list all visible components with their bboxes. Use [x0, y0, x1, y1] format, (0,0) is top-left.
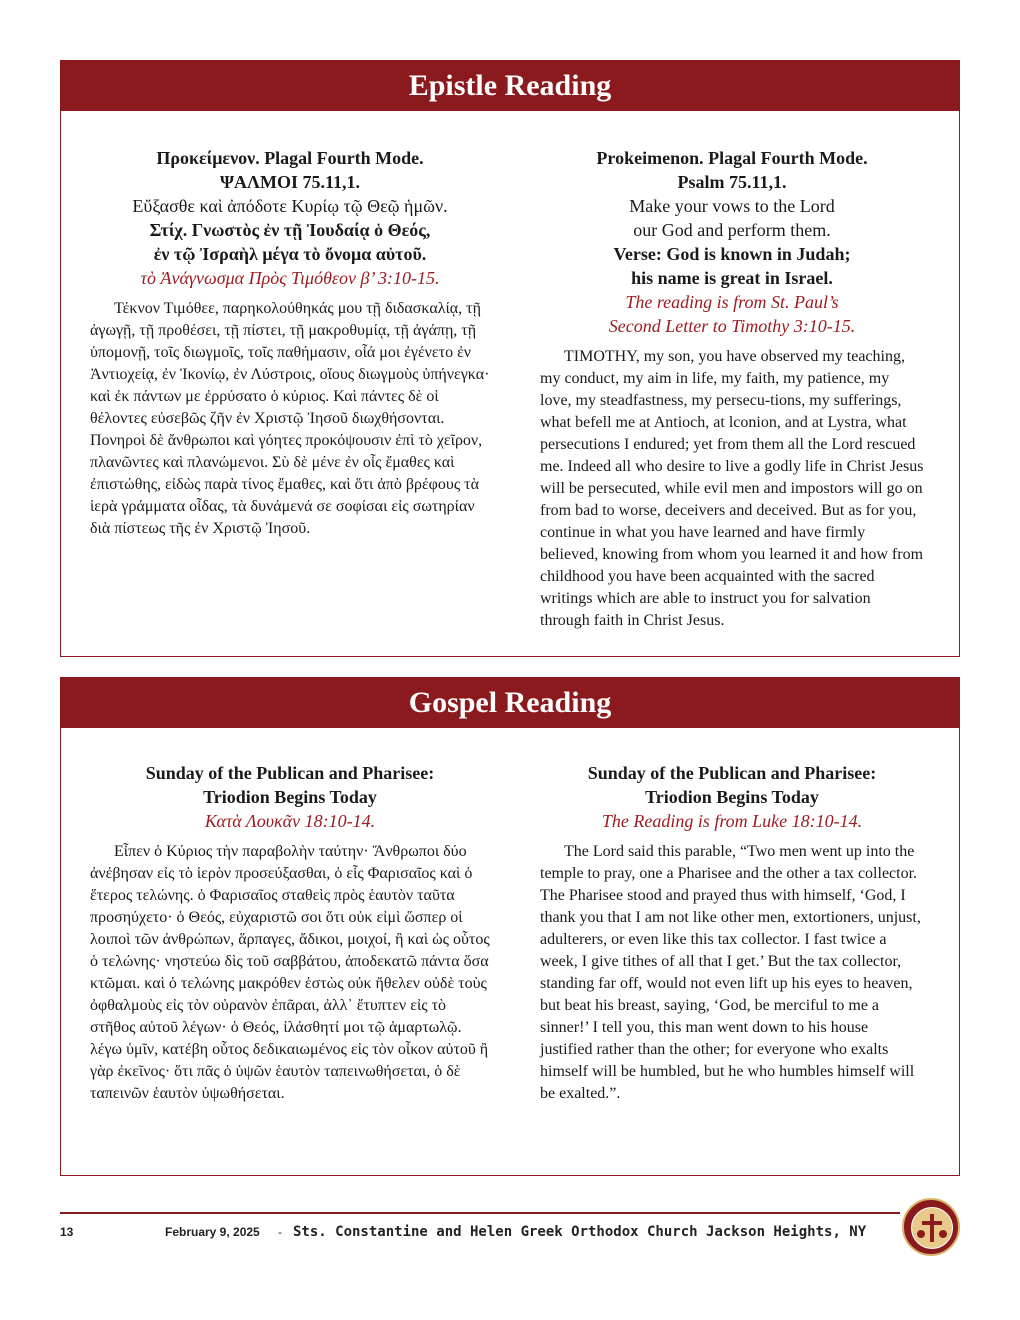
greek-prokeimenon-label: Προκείμενον. Plagal Fourth Mode. [156, 148, 424, 168]
english-epistle-reference-1: The reading is from St. Paul’s [625, 292, 839, 312]
gospel-title: Gospel Reading [61, 678, 959, 728]
greek-psalm-label: ΨΑΛΜΟΙ 75.11,1. [220, 172, 360, 192]
gospel-english-column [540, 761, 924, 1105]
greek-triodion-title: Triodion Begins Today [203, 787, 377, 807]
gospel-greek-heading [90, 761, 490, 833]
page-footer [60, 1222, 900, 1242]
english-epistle-reference-2: Second Letter to Timothy 3:10-15. [608, 316, 856, 336]
epistle-title: Epistle Reading [61, 61, 959, 111]
bulletin-date: February 9, 2025 [165, 1225, 260, 1239]
epistle-greek-heading [90, 146, 490, 290]
greek-verse-line2: ἐν τῷ Ἰσραὴλ μέγα τὸ ὄνομα αὐτοῦ. [153, 244, 427, 264]
english-verse-line1: Verse: God is known in Judah; [613, 244, 851, 264]
english-gospel-body: The Lord said this parable, “Two men went up into the temple to pray, one a Pharisee and the other a tax collector. The Pharisee stood and prayed thus with himself, ‘God, I thank you that I am not like other men, extortioners, unjust, adulterers, or even like this tax collector. I fast twice a week, I give tithes of all that I get.’ But the tax collector, standing far off, would not even lift up his eyes to heaven, but beat his breast, saying, ‘God, be merciful to me a sinner!’ I tell you, this man went down to his house justified rather than the other; for everyone who exalts himself will be humbled, but he who humbles himself will be exalted.”. [540, 843, 921, 1102]
footer-divider [60, 1212, 900, 1214]
english-prokeimenon-text-1: Make your vows to the Lord [629, 196, 835, 216]
footer-separator: - [278, 1225, 282, 1239]
page-number: 13 [60, 1225, 74, 1239]
english-prokeimenon-label: Prokeimenon. Plagal Fourth Mode. [596, 148, 868, 168]
greek-epistle-body: Τέκνον Τιμόθεε, παρηκολούθηκάς μου τῇ διδασκαλίᾳ, τῇ ἀγωγῇ, τῇ προθέσει, τῇ πίστει, τῇ μακροθυμίᾳ, τῇ ἀγάπῃ, τῇ ὑπομονῇ, τοῖς διωγμοῖς, τοῖς παθήμασιν, οἷά μοι ἐγένετο ἐν Ἀντιοχείᾳ, ἐν Ἰκονίῳ, ἐν Λύστροις, οἵους διωγμοὺς ὑπήνεγκα· καὶ ἐκ πάντων με ἐρρύσατο ὁ κύριος. Καὶ πάντες δὲ οἱ θέλοντες εὐσεβῶς ζῆν ἐν Χριστῷ Ἰησοῦ διωχθήσονται. Πονηροὶ δὲ ἄνθρωποι καὶ γόητες προκόψουσιν ἐπὶ τὸ χεῖρον, πλανῶντες καὶ πλανώμενοι. Σὺ δὲ μένε ἐν οἷς ἔμαθες καὶ ἐπιστώθης, εἰδὼς παρὰ τίνος ἔμαθες, καὶ ὅτι ἀπὸ βρέφους τὰ ἱερὰ γράμματα οἶδας, τὰ δυνάμενά σε σοφίσαι εἰς σωτηρίαν διὰ πίστεως τῆς ἐν Χριστῷ Ἰησοῦ. [90, 300, 490, 537]
english-verse-line2: his name is great in Israel. [631, 268, 833, 288]
epistle-greek-column [90, 146, 490, 540]
english-prokeimenon-text-2: our God and perform them. [633, 220, 831, 240]
church-name: Sts. Constantine and Helen Greek Orthodox Church Jackson Heights, NY [293, 1224, 867, 1240]
greek-gospel-reference: Κατὰ Λουκᾶν 18:10-14. [204, 811, 376, 831]
english-gospel-reference: The Reading is from Luke 18:10-14. [601, 811, 863, 831]
gospel-greek-column [90, 761, 490, 1105]
greek-gospel-body: Εἶπεν ὁ Κύριος τὴν παραβολὴν ταύτην· Ἄνθρωποι δύο ἀνέβησαν εἰς τὸ ἱερὸν προσεύξασθαι, ὁ εἷς Φαρισαῖος καὶ ὁ ἕτερος τελώνης. ὁ Φαρισαῖος σταθεὶς πρὸς ἑαυτὸν ταῦτα προσηύχετο· ὁ Θεός, εὐχαριστῶ σοι ὅτι οὐκ εἰμὶ ὥσπερ οἱ λοιποὶ τῶν ἀνθρώπων, ἅρπαγες, ἄδικοι, μοιχοί, ἢ καὶ ὡς οὗτος ὁ τελώνης· νηστεύω δὶς τοῦ σαββάτου, ἀποδεκατῶ πάντα ὅσα κτῶμαι. καὶ ὁ τελώνης μακρόθεν ἑστὼς οὐκ ἤθελεν οὐδὲ τοὺς ὀφθαλμοὺς εἰς τὸν οὐρανὸν ἐπᾶραι, ἀλλ᾿ ἔτυπτεν εἰς τὸ στῆθος αὐτοῦ λέγων· ὁ Θεός, ἱλάσθητί μοι τῷ ἁμαρτωλῷ. λέγω ὑμῖν, κατέβη οὗτος δεδικαιωμένος εἰς τὸν οἶκον αὐτοῦ ἢ γὰρ ἐκεῖνος· ὅτι πᾶς ὁ ὑψῶν ἑαυτὸν ταπεινωθήσεται, ὁ δὲ ταπεινῶν ἑαυτὸν ὑψωθήσεται. [90, 843, 490, 1102]
gospel-english-heading [540, 761, 924, 833]
greek-epistle-reference: τὸ Ἀνάγνωσμα Πρὸς Τιμόθεον β’ 3:10-15. [140, 268, 440, 288]
epistle-english-column [540, 146, 924, 632]
epistle-section [60, 60, 960, 657]
greek-prokeimenon-text: Εὔξασθε καὶ ἀπόδοτε Κυρίῳ τῷ Θεῷ ἡμῶν. [132, 196, 448, 216]
english-sunday-title: Sunday of the Publican and Pharisee: [587, 763, 877, 783]
english-epistle-body: TIMOTHY, my son, you have observed my teaching, my conduct, my aim in life, my faith, my patience, my love, my steadfastness, my persecu-tions, my sufferings, what befell me at Antioch, at lconion, and at Lystra, what persecutions I endured; yet from them all the Lord rescued me. Indeed all who desire to live a godly life in Christ Jesus will be persecuted, while evil men and impostors will go on from bad to worse, deceivers and deceived. But as for you, continue in what you have learned and have firmly believed, knowing from whom you learned it and how from childhood you have been acquainted with the sacred writings which are able to instruct you for salvation through faith in Christ Jesus. [540, 348, 924, 629]
church-seal-icon [902, 1198, 960, 1256]
greek-sunday-title: Sunday of the Publican and Pharisee: [145, 763, 435, 783]
english-psalm-label: Psalm 75.11,1. [677, 172, 787, 192]
gospel-section [60, 677, 960, 1176]
english-triodion-title: Triodion Begins Today [645, 787, 819, 807]
epistle-english-heading [540, 146, 924, 338]
greek-verse-line1: Στίχ. Γνωστὸς ἐν τῇ Ἰουδαίᾳ ὁ Θεός, [149, 220, 431, 240]
